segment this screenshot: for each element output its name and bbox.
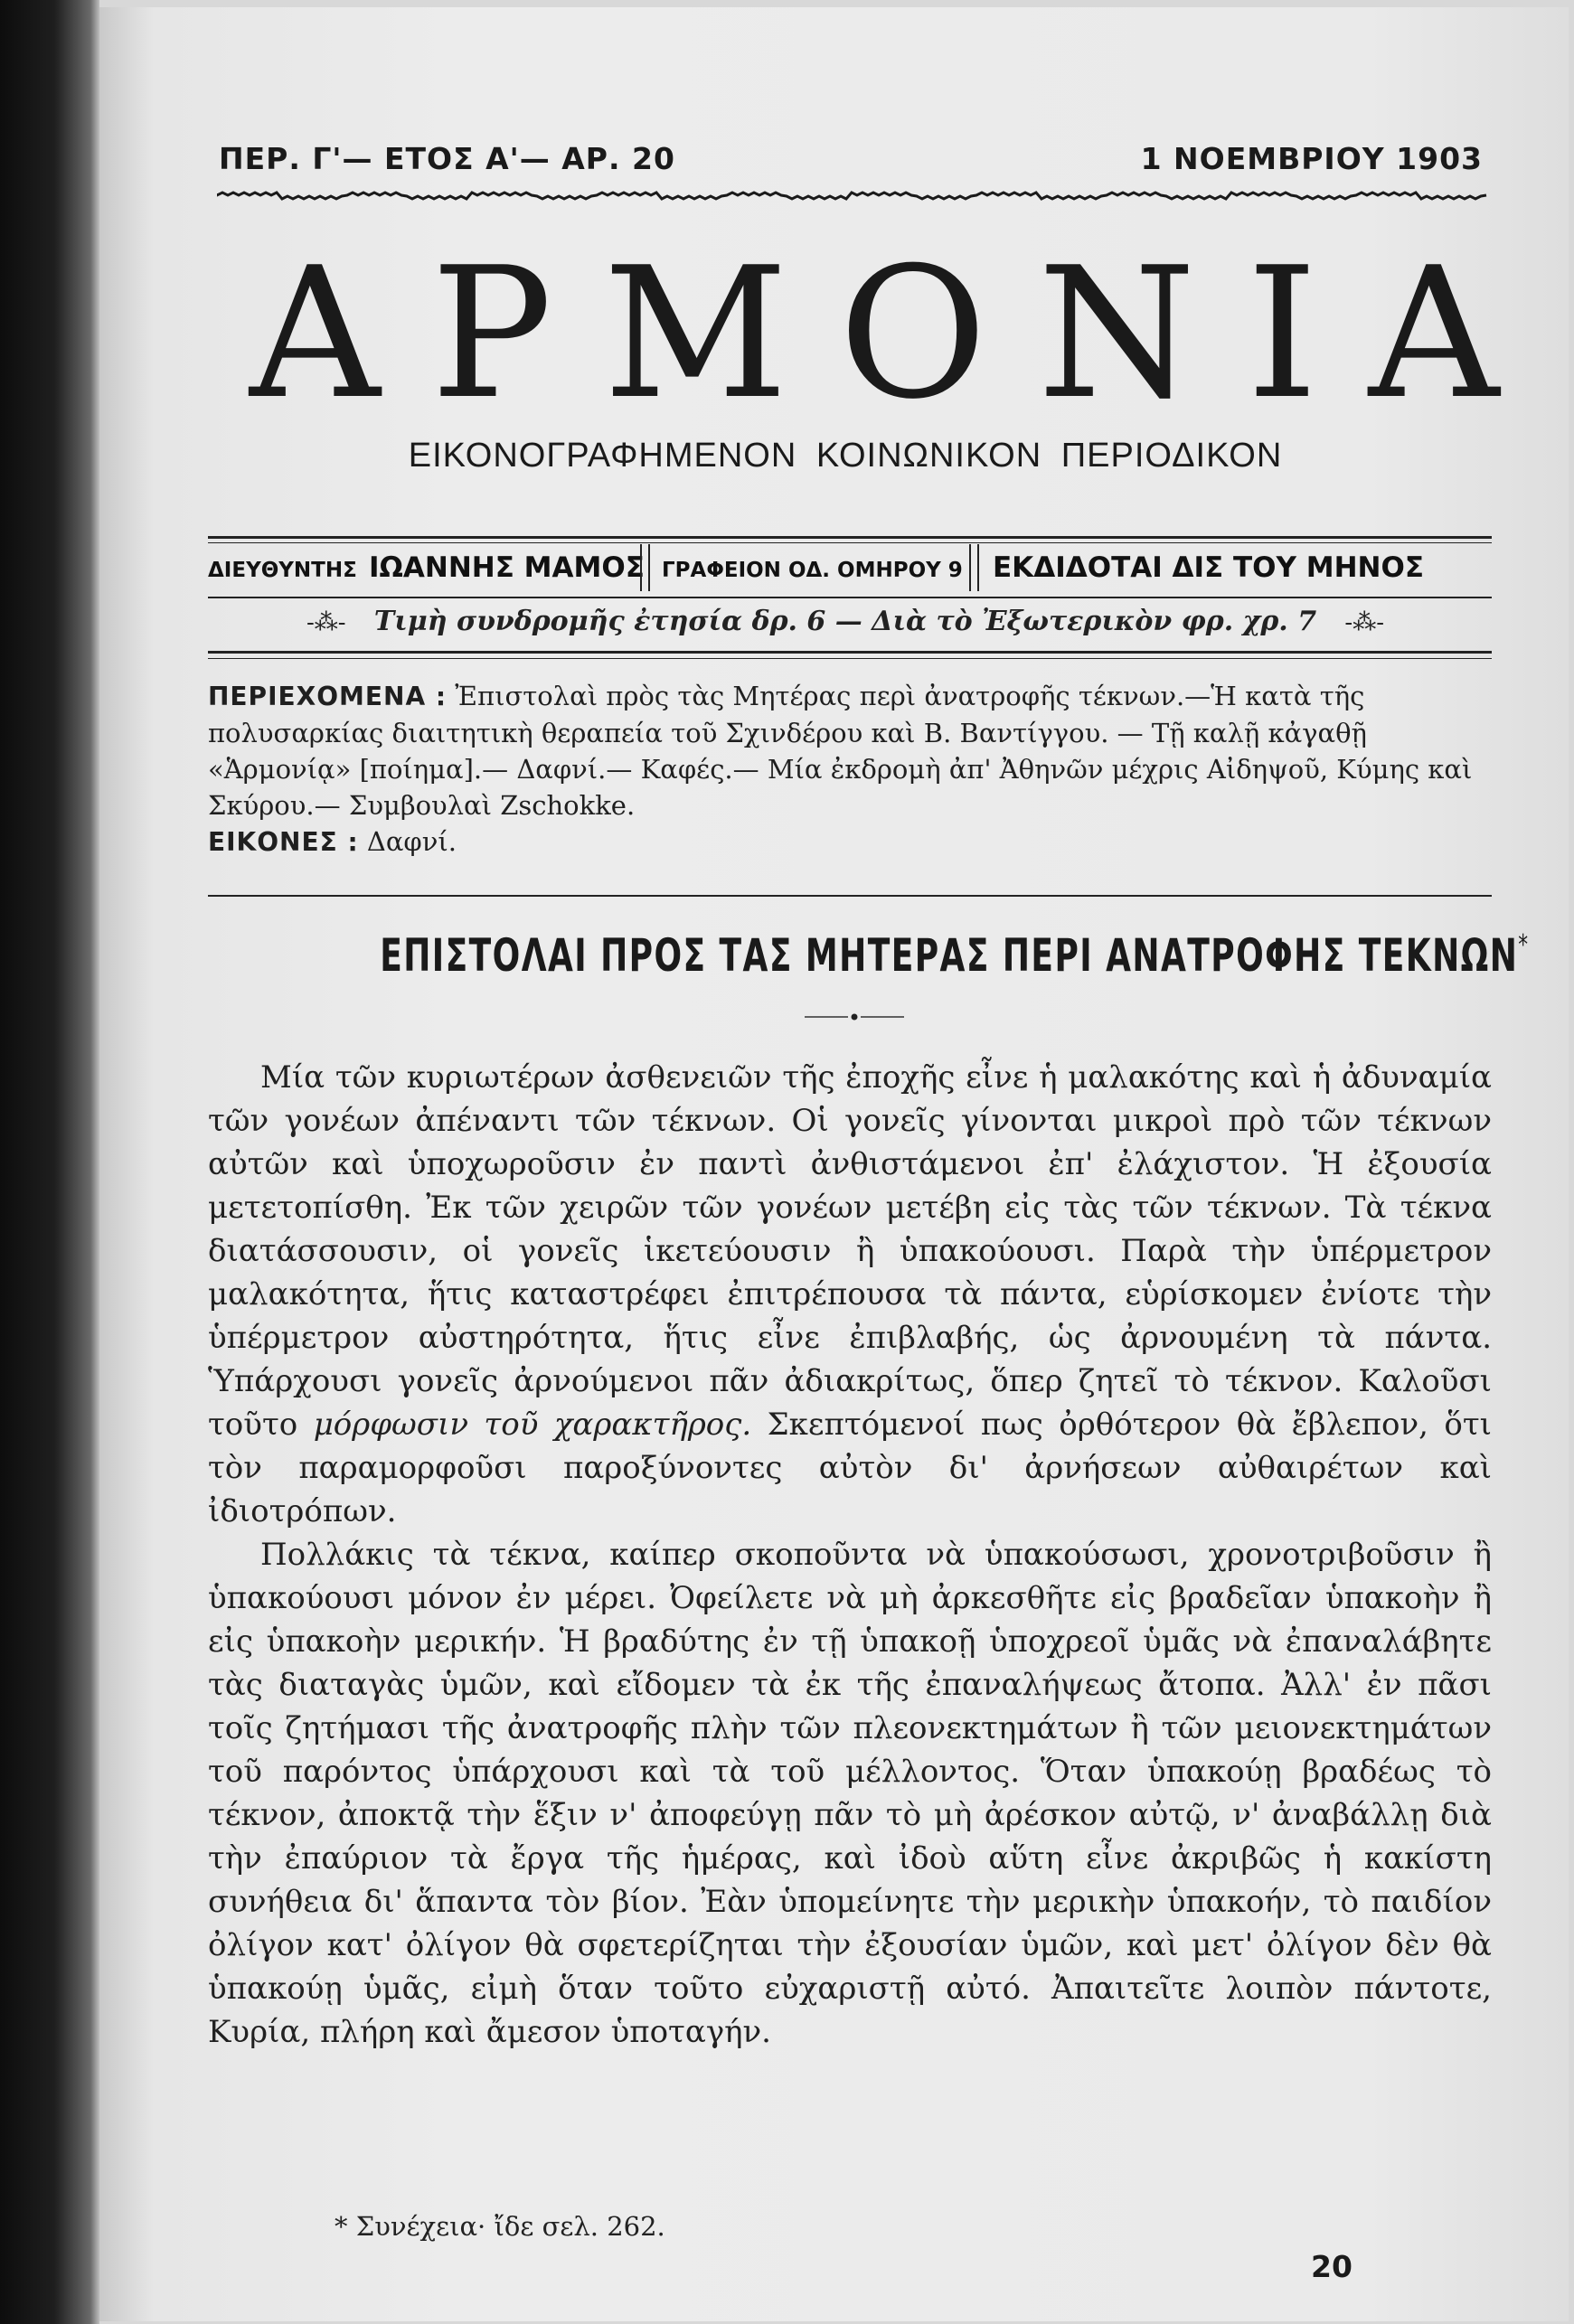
article-body [208, 1056, 1492, 2054]
emphasis-text: μόρφωσιν τοῦ χαρακτῆρος. [313, 1407, 752, 1443]
masthead-subtitle: ΕΙΚΟΝΟΓΡΑΦΗΜΕΝΟΝ ΚΟΙΝΩΝΙΚΟΝ ΠΕΡΙΟΔΙΚΟΝ [408, 437, 1283, 475]
director-name: ΙΩΑΝΝΗΣ ΜΑΜΟΣ [369, 551, 645, 584]
issue-number: ΠΕΡ. Γ'— ΕΤΟΣ Α'— ΑΡ. 20 [219, 141, 675, 176]
issue-date: 1 ΝΟΕΜΒΡΙΟΥ 1903 [1140, 141, 1483, 176]
rule [208, 597, 1492, 598]
rule [208, 536, 1492, 539]
images-block [208, 823, 1492, 861]
price-text: Τιμὴ συνδρομῆς ἐτησία δρ. 6 — Διὰ τὸ Ἐξωτερικὸν φρ. χρ. 7 [373, 606, 1317, 637]
contents-label: ΠΕΡΙΕΧΟΜΕΝΑ : [208, 682, 448, 711]
paragraph [208, 1056, 1492, 1533]
rule [208, 651, 1492, 654]
column-divider [969, 544, 979, 591]
column-divider [640, 544, 650, 591]
issue-header [199, 141, 1492, 186]
rule [208, 895, 1492, 897]
contents-block [208, 678, 1492, 823]
wavy-rule [217, 186, 1492, 206]
images-label: ΕΙΚΟΝΕΣ : [208, 827, 359, 857]
director-label: ΔΙΕΥΘΥΝΤΗΣ [208, 559, 357, 582]
ornament-right: -⁂- [1344, 609, 1384, 636]
office-address: ΓΡΑΦΕΙΟΝ ΟΔ. ΟΜΗΡΟΥ 9 [662, 559, 963, 582]
paragraph: Πολλάκις τὰ τέκνα, καίπερ σκοποῦντα νὰ ὑπακούσωσι, χρονοτριβοῦσιν ἢ ὑπακούουσι μόνον ἐν μέρει. Ὀφείλετε νὰ μὴ ἀρκεσθῆτε εἰς βραδεῖαν ὑπακοὴν ἢ εἰς ὑπακοὴν μερικήν. Ἡ βραδύτης ἐν τῇ ὑπακοῇ ὑποχρεοῖ ὑμᾶς νὰ ἐπαναλάβητε τὰς διαταγὰς ὑμῶν, καὶ εἴδομεν τὰ ἐκ τῆς ἐπαναλήψεως ἄτοπα. Ἀλλ' ἐν πᾶσι τοῖς ζητήμασι τῆς ἀνατροφῆς πλὴν τῶν πλεονεκτημάτων ἢ τῶν μειονεκτημάτων τοῦ παρόντος ὑπάρχουσι καὶ τὰ τοῦ μέλλοντος. Ὅταν ὑπακούῃ βραδέως τὸ τέκνον, ἀποκτᾷ τὴν ἕξιν ν' ἀποφεύγῃ πᾶν τὸ μὴ ἀρέσκον αὐτῷ, ν' ἀναβάλλῃ διὰ τὴν ἐπαύριον τὰ ἔργα τῆς ἡμέρας, καὶ ἰδοὺ αὕτη εἶνε ἀκριβῶς ἡ κακίστη συνήθεια δι' ἅπαντα τὸν βίον. Ἐὰν ὑπομείνητε τὴν μερικὴν ὑπακοήν, τὸ παιδίον ὀλίγον κατ' ὀλίγον θὰ σφετερίζηται τὴν ἐξουσίαν ὑμῶν, καὶ μετ' ὀλίγον δὲν θὰ ὑπακούῃ ὑμᾶς, εἰμὴ ὅταν τοῦτο εὐχαριστῇ αὐτό. Ἀπαιτεῖτε λοιπὸν πάντοτε, Κυρία, πλήρη καὶ ἄμεσον ὑποταγήν. [208, 1537, 1492, 2050]
page [99, 7, 1569, 2321]
footnote: * Συνέχεια· ἴδε σελ. 262. [335, 2211, 665, 2242]
section-divider [805, 1012, 904, 1021]
images-text: Δαφνί. [366, 826, 457, 857]
paragraph-text: Σκεπτόμενοί πως ὀρθότερον θὰ ἔβλεπον, ὅτι τὸν παραμορφοῦσι παροξύνοντες αὐτὸν δι' ἀρνήσεων αὐθαιρέτων καὶ ἰδιοτρόπων. [208, 1407, 1492, 1529]
publisher-info [208, 550, 1492, 593]
masthead-title: ΑΡΜΟΝΙΑ [250, 229, 1550, 439]
article-title [380, 929, 1530, 982]
article-title-text: ΕΠΙΣΤΟΛΑΙ ΠΡΟΣ ΤΑΣ ΜΗΤΕΡΑΣ ΠΕΡΙ ΑΝΑΤΡΟΦΗΣ ΤΕΚΝΩΝ [380, 929, 1519, 982]
contents-text: Ἐπιστολαὶ πρὸς τὰς Μητέρας περὶ ἀνατροφῆς τέκνων.—Ἡ κατὰ τῆς πολυσαρκίας διαιτητικὴ θεραπεία τοῦ Σχινδέρου καὶ Β. Βαντίγγου. — Τῇ καλῇ κἀγαθῇ «Ἁρμονίᾳ» [ποίημα].— Δαφνί.— Καφές.— Μία ἐκδρομὴ ἀπ' Ἀθηνῶν μέχρις Αἰδηψοῦ, Κύμης καὶ Σκύρου.— Συμβουλαὶ Zschokke. [208, 681, 1473, 821]
footnote-marker: * [1518, 929, 1530, 961]
binding-shadow [0, 0, 99, 2324]
publication-frequency: ΕΚΔΙΔΟΤΑΙ ΔΙΣ ΤΟΥ ΜΗΝΟΣ [993, 551, 1425, 584]
paragraph-text: Μία τῶν κυριωτέρων ἀσθενειῶν τῆς ἐποχῆς εἶνε ἡ μαλακότης καὶ ἡ ἀδυναμία τῶν γονέων ἀπέναντι τῶν τέκνων. Οἱ γονεῖς γίνονται μικροὶ πρὸ τῶν τέκνων αὐτῶν καὶ ὑποχωροῦσιν ἐν παντὶ ἀνθιστάμενοι ἐπ' ἐλάχιστον. Ἡ ἐξουσία μετετοπίσθη. Ἐκ τῶν χειρῶν τῶν γονέων μετέβη εἰς τὰς τῶν τέκνων. Τὰ τέκνα διατάσσουσιν, οἱ γονεῖς ἱκετεύουσιν ἢ ὑπακούουσι. Παρὰ τὴν ὑπέρμετρον μαλακότητα, ἥτις καταστρέφει ἐπιτρέπουσα τὰ πάντα, εὑρίσκομεν ἐνίοτε τὴν ὑπέρμετρον αὐστηρότητα, ἥτις εἶνε ἐπιβλαβής, ὡς ἀρνουμένη τὰ πάντα. Ὑπάρχουσι γονεῖς ἀρνούμενοι πᾶν ἀδιακρίτως, ὅπερ ζητεῖ τὸ τέκνον. Καλοῦσι τοῦτο [208, 1059, 1492, 1443]
page-number: 20 [1311, 2249, 1353, 2284]
table-of-contents [208, 678, 1492, 861]
rule [208, 658, 1492, 659]
rule [208, 542, 1492, 543]
ornament-left: -⁂- [306, 609, 346, 636]
subscription-price [199, 606, 1492, 637]
